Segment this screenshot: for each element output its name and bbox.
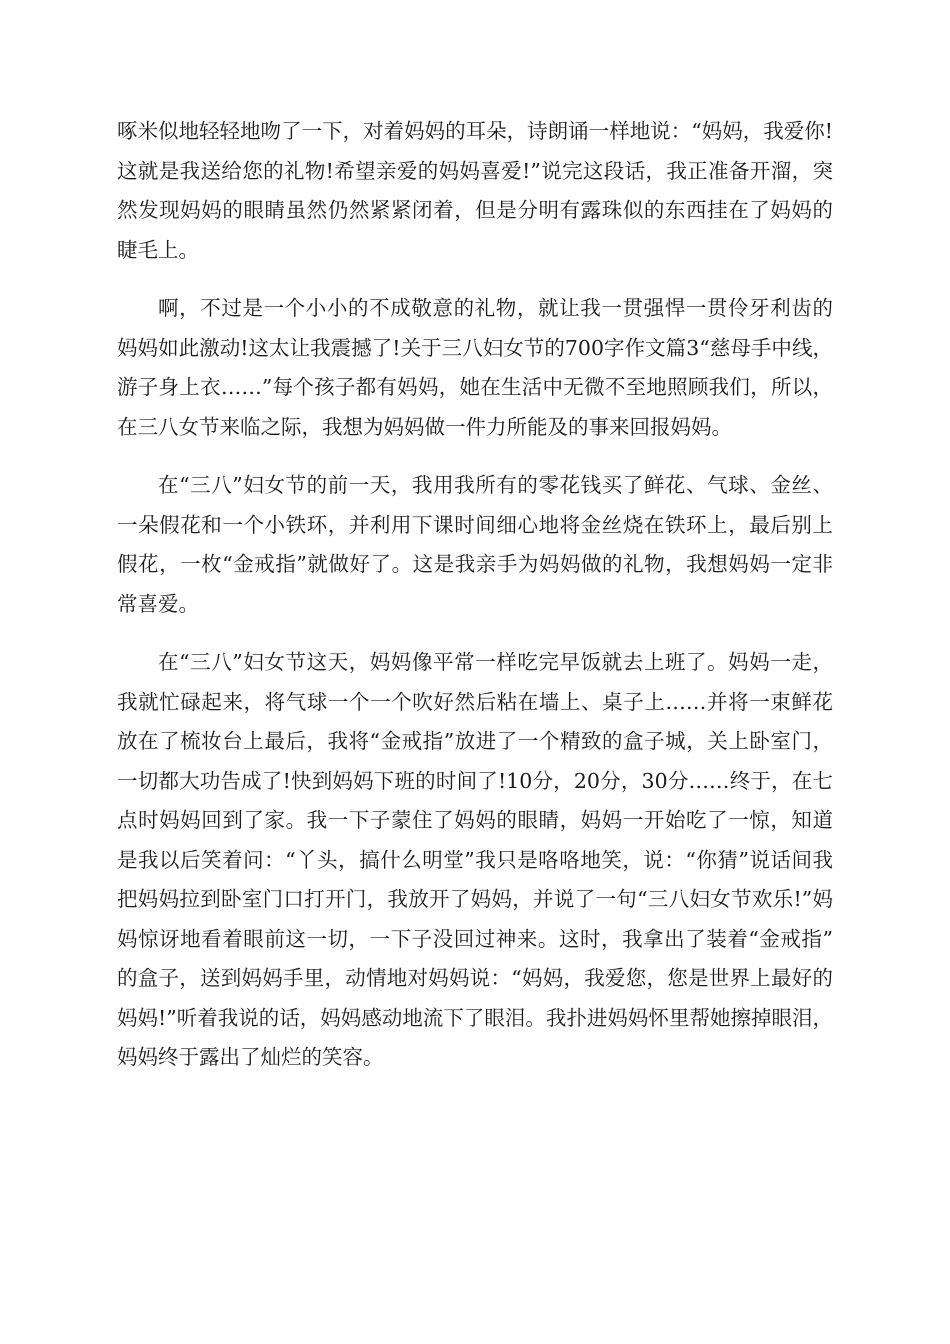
paragraph-1: 啄米似地轻轻地吻了一下，对着妈妈的耳朵，诗朗诵一样地说：“妈妈，我爱你!这就是我送给您的礼物!希望亲爱的妈妈喜爱!”说完这段话，我正准备开溜，突然发现妈妈的眼睛虽然仍然紧紧闭着，但是分明有露珠似的东西挂在了妈妈的睫毛上。 xyxy=(117,119,833,262)
paragraph-3: 在“三八”妇女节的前一天，我用我所有的零花钱买了鲜花、气球、金丝、一朵假花和一个小铁环，并利用下课时间细心地将金丝烧在铁环上，最后别上假花，一枚“金戒指”就做好了。这是我亲手为妈妈做的礼物，我想妈妈一定非常喜爱。 xyxy=(117,473,833,616)
document-body xyxy=(117,112,833,1097)
paragraph-2: 啊，不过是一个小小的不成敬意的礼物，就让我一贯强悍一贯伶牙利齿的妈妈如此激动!这太让我震撼了!关于三八妇女节的700字作文篇3“慈母手中线，游子身上衣……”每个孩子都有妈妈，她在生活中无微不至地照顾我们，所以，在三八女节来临之际，我想为妈妈做一件力所能及的事来回报妈妈。 xyxy=(117,296,833,439)
paragraph-4: 在“三八”妇女节这天，妈妈像平常一样吃完早饭就去上班了。妈妈一走，我就忙碌起来，将气球一个一个吹好然后粘在墙上、桌子上……并将一束鲜花放在了梳妆台上最后，我将“金戒指”放进了一个精致的盒子城，关上卧室门，一切都大功告成了!快到妈妈下班的时间了!10分，20分，30分……终于，在七点时妈妈回到了家。我一下子蒙住了妈妈的眼睛，妈妈一开始吃了一惊，知道是我以后笑着问：“丫头，搞什么明堂”我只是咯咯地笑，说：“你猜”说话间我把妈妈拉到卧室门口打开门，我放开了妈妈，并说了一句“三八妇女节欢乐!”妈妈惊讶地看着眼前这一切，一下子没回过神来。这时，我拿出了装着“金戒指”的盒子，送到妈妈手里，动情地对妈妈说：“妈妈，我爱您，您是世界上最好的妈妈!”听着我说的话，妈妈感动地流下了眼泪。我扑进妈妈怀里帮她擦掉眼泪，妈妈终于露出了灿烂的笑容。 xyxy=(117,650,833,1069)
